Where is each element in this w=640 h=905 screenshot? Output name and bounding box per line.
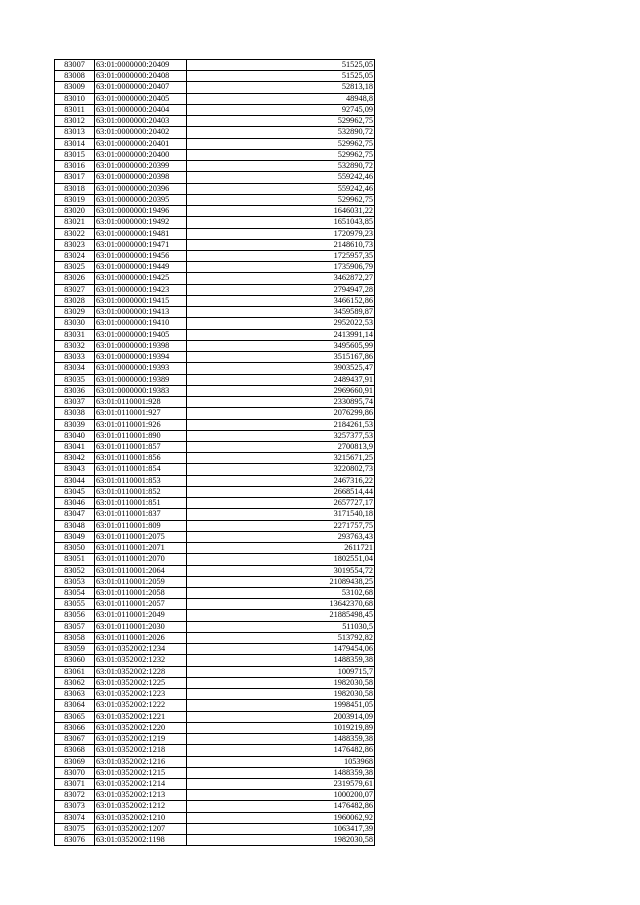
table-row	[55, 138, 375, 149]
table-row	[55, 183, 375, 194]
row-number: 83054	[55, 588, 95, 599]
row-number: 83046	[55, 498, 95, 509]
row-number: 83041	[55, 441, 95, 452]
row-number: 83060	[55, 655, 95, 666]
cadastral-value: 2657727,17	[187, 498, 375, 509]
table-row	[55, 475, 375, 486]
cadastral-value: 529962,75	[187, 194, 375, 205]
row-number: 83040	[55, 430, 95, 441]
cadastral-number: 63:01:0352002:1225	[95, 677, 187, 688]
cadastral-value: 3495605,99	[187, 340, 375, 351]
table-row	[55, 273, 375, 284]
cadastral-number: 63:01:0000000:19471	[95, 239, 187, 250]
cadastral-value: 1019219,89	[187, 722, 375, 733]
table-row	[55, 689, 375, 700]
row-number: 83070	[55, 767, 95, 778]
table-row	[55, 486, 375, 497]
row-number: 83024	[55, 250, 95, 261]
cadastral-number: 63:01:0110001:890	[95, 430, 187, 441]
row-number: 83017	[55, 172, 95, 183]
cadastral-value: 1960062,92	[187, 812, 375, 823]
row-number: 83071	[55, 779, 95, 790]
cadastral-value: 2076299,86	[187, 408, 375, 419]
cadastral-value: 511030,5	[187, 621, 375, 632]
cadastral-value: 3215671,25	[187, 453, 375, 464]
table-row	[55, 666, 375, 677]
table-row	[55, 767, 375, 778]
cadastral-number: 63:01:0000000:20408	[95, 71, 187, 82]
table-row	[55, 194, 375, 205]
cadastral-number: 63:01:0110001:857	[95, 441, 187, 452]
table-row	[55, 655, 375, 666]
cadastral-value: 1982030,58	[187, 677, 375, 688]
row-number: 83018	[55, 183, 95, 194]
cadastral-value: 2794947,28	[187, 284, 375, 295]
row-number: 83022	[55, 228, 95, 239]
cadastral-number: 63:01:0000000:19456	[95, 250, 187, 261]
cadastral-number: 63:01:0000000:19410	[95, 318, 187, 329]
cadastral-value: 2319579,61	[187, 779, 375, 790]
table-row	[55, 329, 375, 340]
table-row	[55, 250, 375, 261]
row-number: 83059	[55, 644, 95, 655]
table-row	[55, 430, 375, 441]
cadastral-value: 1651043,85	[187, 217, 375, 228]
table-row	[55, 509, 375, 520]
cadastral-number: 63:01:0352002:1234	[95, 644, 187, 655]
table-row	[55, 700, 375, 711]
table-row	[55, 149, 375, 160]
table-row	[55, 453, 375, 464]
table-row	[55, 801, 375, 812]
row-number: 83069	[55, 756, 95, 767]
row-number: 83009	[55, 82, 95, 93]
cadastral-value-table	[54, 59, 375, 846]
cadastral-number: 63:01:0000000:20395	[95, 194, 187, 205]
cadastral-value: 92745,09	[187, 104, 375, 115]
cadastral-number: 63:01:0000000:20407	[95, 82, 187, 93]
cadastral-value: 51525,05	[187, 71, 375, 82]
table-row	[55, 677, 375, 688]
row-number: 83056	[55, 610, 95, 621]
cadastral-value: 13642370,68	[187, 599, 375, 610]
row-number: 83042	[55, 453, 95, 464]
row-number: 83025	[55, 262, 95, 273]
table-row	[55, 385, 375, 396]
cadastral-number: 63:01:0000000:20403	[95, 116, 187, 127]
row-number: 83014	[55, 138, 95, 149]
cadastral-value: 48948,8	[187, 93, 375, 104]
table-row	[55, 60, 375, 71]
table-row	[55, 531, 375, 542]
cadastral-number: 63:01:0110001:926	[95, 419, 187, 430]
cadastral-value: 559242,46	[187, 172, 375, 183]
cadastral-value: 1488359,38	[187, 655, 375, 666]
cadastral-value: 3171540,18	[187, 509, 375, 520]
row-number: 83051	[55, 554, 95, 565]
cadastral-number: 63:01:0000000:19423	[95, 284, 187, 295]
cadastral-number: 63:01:0110001:854	[95, 464, 187, 475]
table-row	[55, 363, 375, 374]
cadastral-value: 21885498,45	[187, 610, 375, 621]
table-row	[55, 340, 375, 351]
row-number: 83015	[55, 149, 95, 160]
row-number: 83026	[55, 273, 95, 284]
cadastral-number: 63:01:0352002:1222	[95, 700, 187, 711]
row-number: 83021	[55, 217, 95, 228]
table-row	[55, 104, 375, 115]
cadastral-number: 63:01:0352002:1213	[95, 790, 187, 801]
row-number: 83019	[55, 194, 95, 205]
table-row	[55, 71, 375, 82]
cadastral-number: 63:01:0352002:1228	[95, 666, 187, 677]
table-row	[55, 498, 375, 509]
row-number: 83061	[55, 666, 95, 677]
cadastral-value: 1982030,58	[187, 689, 375, 700]
row-number: 83058	[55, 632, 95, 643]
cadastral-number: 63:01:0000000:20396	[95, 183, 187, 194]
cadastral-value: 1479454,06	[187, 644, 375, 655]
cadastral-number: 63:01:0352002:1215	[95, 767, 187, 778]
table-row	[55, 599, 375, 610]
table-row	[55, 441, 375, 452]
row-number: 83066	[55, 722, 95, 733]
cadastral-number: 63:01:0000000:20402	[95, 127, 187, 138]
cadastral-value: 2271757,75	[187, 520, 375, 531]
row-number: 83064	[55, 700, 95, 711]
cadastral-number: 63:01:0352002:1221	[95, 711, 187, 722]
table-row	[55, 161, 375, 172]
row-number: 83062	[55, 677, 95, 688]
cadastral-number: 63:01:0000000:19496	[95, 206, 187, 217]
table-row	[55, 284, 375, 295]
cadastral-number: 63:01:0110001:2070	[95, 554, 187, 565]
cadastral-number: 63:01:0000000:19393	[95, 363, 187, 374]
cadastral-number: 63:01:0352002:1219	[95, 734, 187, 745]
cadastral-number: 63:01:0000000:20399	[95, 161, 187, 172]
cadastral-number: 63:01:0000000:19413	[95, 307, 187, 318]
cadastral-value: 2611721	[187, 543, 375, 554]
table-row	[55, 239, 375, 250]
cadastral-number: 63:01:0110001:2030	[95, 621, 187, 632]
table-row	[55, 711, 375, 722]
table-row	[55, 374, 375, 385]
cadastral-number: 63:01:0000000:19425	[95, 273, 187, 284]
cadastral-value: 2668514,44	[187, 486, 375, 497]
cadastral-value: 529962,75	[187, 149, 375, 160]
table-row	[55, 632, 375, 643]
table-row	[55, 307, 375, 318]
cadastral-value: 1063417,39	[187, 823, 375, 834]
cadastral-value: 293763,43	[187, 531, 375, 542]
table-row	[55, 464, 375, 475]
cadastral-value: 1009715,7	[187, 666, 375, 677]
cadastral-number: 63:01:0000000:19383	[95, 385, 187, 396]
cadastral-number: 63:01:0000000:19449	[95, 262, 187, 273]
cadastral-number: 63:01:0000000:19389	[95, 374, 187, 385]
table-row	[55, 543, 375, 554]
cadastral-number: 63:01:0110001:2075	[95, 531, 187, 542]
table-row	[55, 408, 375, 419]
cadastral-value: 532890,72	[187, 127, 375, 138]
cadastral-number: 63:01:0110001:2026	[95, 632, 187, 643]
row-number: 83043	[55, 464, 95, 475]
row-number: 83076	[55, 835, 95, 846]
row-number: 83012	[55, 116, 95, 127]
table-row	[55, 790, 375, 801]
table-row	[55, 318, 375, 329]
cadastral-number: 63:01:0000000:19492	[95, 217, 187, 228]
row-number: 83023	[55, 239, 95, 250]
row-number: 83074	[55, 812, 95, 823]
table-row	[55, 116, 375, 127]
cadastral-value: 51525,05	[187, 60, 375, 71]
cadastral-value: 1476482,86	[187, 745, 375, 756]
cadastral-value: 559242,46	[187, 183, 375, 194]
cadastral-value: 3515167,86	[187, 352, 375, 363]
row-number: 83057	[55, 621, 95, 632]
cadastral-number: 63:01:0110001:809	[95, 520, 187, 531]
table-row	[55, 722, 375, 733]
table-row	[55, 217, 375, 228]
row-number: 83020	[55, 206, 95, 217]
table-row	[55, 127, 375, 138]
row-number: 83055	[55, 599, 95, 610]
table-row	[55, 397, 375, 408]
table-row	[55, 520, 375, 531]
table-row	[55, 734, 375, 745]
cadastral-value: 3459589,87	[187, 307, 375, 318]
cadastral-value: 1998451,05	[187, 700, 375, 711]
cadastral-value: 2700813,9	[187, 441, 375, 452]
cadastral-value: 2413991,14	[187, 329, 375, 340]
row-number: 83052	[55, 565, 95, 576]
row-number: 83050	[55, 543, 95, 554]
table-row	[55, 262, 375, 273]
cadastral-value: 1488359,38	[187, 734, 375, 745]
cadastral-value: 2969660,91	[187, 385, 375, 396]
cadastral-number: 63:01:0352002:1212	[95, 801, 187, 812]
cadastral-number: 63:01:0000000:19405	[95, 329, 187, 340]
cadastral-value: 3257377,53	[187, 430, 375, 441]
cadastral-value: 3466152,86	[187, 295, 375, 306]
table-row	[55, 295, 375, 306]
cadastral-number: 63:01:0000000:20404	[95, 104, 187, 115]
row-number: 83034	[55, 363, 95, 374]
cadastral-number: 63:01:0110001:2059	[95, 576, 187, 587]
cadastral-value: 3019554,72	[187, 565, 375, 576]
cadastral-number: 63:01:0110001:2058	[95, 588, 187, 599]
row-number: 83037	[55, 397, 95, 408]
row-number: 83072	[55, 790, 95, 801]
row-number: 83049	[55, 531, 95, 542]
cadastral-value: 1646031,22	[187, 206, 375, 217]
table-row	[55, 644, 375, 655]
cadastral-value: 1488359,38	[187, 767, 375, 778]
cadastral-value: 2489437,91	[187, 374, 375, 385]
cadastral-number: 63:01:0000000:19415	[95, 295, 187, 306]
cadastral-number: 63:01:0352002:1207	[95, 823, 187, 834]
table-row	[55, 228, 375, 239]
cadastral-number: 63:01:0000000:19398	[95, 340, 187, 351]
cadastral-value: 529962,75	[187, 116, 375, 127]
cadastral-value: 1802551,04	[187, 554, 375, 565]
row-number: 83011	[55, 104, 95, 115]
row-number: 83032	[55, 340, 95, 351]
row-number: 83008	[55, 71, 95, 82]
table-row	[55, 554, 375, 565]
row-number: 83053	[55, 576, 95, 587]
cadastral-number: 63:01:0110001:2057	[95, 599, 187, 610]
row-number: 83065	[55, 711, 95, 722]
row-number: 83073	[55, 801, 95, 812]
cadastral-number: 63:01:0352002:1220	[95, 722, 187, 733]
cadastral-value: 52813,18	[187, 82, 375, 93]
table-row	[55, 745, 375, 756]
row-number: 83044	[55, 475, 95, 486]
cadastral-number: 63:01:0352002:1216	[95, 756, 187, 767]
row-number: 83047	[55, 509, 95, 520]
row-number: 83007	[55, 60, 95, 71]
row-number: 83016	[55, 161, 95, 172]
table-row	[55, 172, 375, 183]
cadastral-value: 3462872,27	[187, 273, 375, 284]
row-number: 83010	[55, 93, 95, 104]
row-number: 83035	[55, 374, 95, 385]
cadastral-value: 532890,72	[187, 161, 375, 172]
table-body	[55, 60, 375, 846]
cadastral-number: 63:01:0000000:20409	[95, 60, 187, 71]
table-row	[55, 779, 375, 790]
table-row	[55, 419, 375, 430]
row-number: 83063	[55, 689, 95, 700]
cadastral-value: 53102,68	[187, 588, 375, 599]
row-number: 83048	[55, 520, 95, 531]
cadastral-number: 63:01:0110001:2049	[95, 610, 187, 621]
cadastral-value: 3903525,47	[187, 363, 375, 374]
cadastral-number: 63:01:0352002:1210	[95, 812, 187, 823]
row-number: 83068	[55, 745, 95, 756]
cadastral-value: 2148610,73	[187, 239, 375, 250]
cadastral-number: 63:01:0110001:2064	[95, 565, 187, 576]
table-row	[55, 588, 375, 599]
cadastral-value: 513792,82	[187, 632, 375, 643]
row-number: 83039	[55, 419, 95, 430]
cadastral-value: 2952022,53	[187, 318, 375, 329]
table-row	[55, 565, 375, 576]
cadastral-value: 1982030,58	[187, 835, 375, 846]
cadastral-value: 3220802,73	[187, 464, 375, 475]
cadastral-number: 63:01:0110001:837	[95, 509, 187, 520]
cadastral-value: 21089438,25	[187, 576, 375, 587]
table-row	[55, 610, 375, 621]
cadastral-number: 63:01:0352002:1198	[95, 835, 187, 846]
row-number: 83045	[55, 486, 95, 497]
row-number: 83030	[55, 318, 95, 329]
cadastral-value: 1476482,86	[187, 801, 375, 812]
cadastral-number: 63:01:0352002:1223	[95, 689, 187, 700]
row-number: 83038	[55, 408, 95, 419]
cadastral-value: 1053968	[187, 756, 375, 767]
table-row	[55, 756, 375, 767]
table-row	[55, 823, 375, 834]
table-row	[55, 93, 375, 104]
cadastral-value: 2003914,09	[187, 711, 375, 722]
cadastral-number: 63:01:0110001:856	[95, 453, 187, 464]
cadastral-number: 63:01:0110001:927	[95, 408, 187, 419]
row-number: 83036	[55, 385, 95, 396]
row-number: 83031	[55, 329, 95, 340]
row-number: 83028	[55, 295, 95, 306]
cadastral-number: 63:01:0000000:19394	[95, 352, 187, 363]
cadastral-value: 529962,75	[187, 138, 375, 149]
cadastral-number: 63:01:0110001:2071	[95, 543, 187, 554]
row-number: 83075	[55, 823, 95, 834]
cadastral-value: 1725957,35	[187, 250, 375, 261]
cadastral-number: 63:01:0352002:1218	[95, 745, 187, 756]
table-row	[55, 621, 375, 632]
table-row	[55, 206, 375, 217]
cadastral-number: 63:01:0000000:20400	[95, 149, 187, 160]
row-number: 83027	[55, 284, 95, 295]
row-number: 83013	[55, 127, 95, 138]
cadastral-value: 2330895,74	[187, 397, 375, 408]
table-row	[55, 576, 375, 587]
cadastral-number: 63:01:0000000:20401	[95, 138, 187, 149]
table-row	[55, 82, 375, 93]
cadastral-value: 1735906,79	[187, 262, 375, 273]
cadastral-number: 63:01:0110001:928	[95, 397, 187, 408]
cadastral-number: 63:01:0000000:19481	[95, 228, 187, 239]
table-row	[55, 835, 375, 846]
cadastral-number: 63:01:0000000:20405	[95, 93, 187, 104]
row-number: 83067	[55, 734, 95, 745]
cadastral-number: 63:01:0110001:852	[95, 486, 187, 497]
table-row	[55, 812, 375, 823]
cadastral-value: 2467316,22	[187, 475, 375, 486]
row-number: 83033	[55, 352, 95, 363]
cadastral-number: 63:01:0110001:851	[95, 498, 187, 509]
cadastral-number: 63:01:0000000:20398	[95, 172, 187, 183]
cadastral-value: 1000200,07	[187, 790, 375, 801]
cadastral-number: 63:01:0352002:1232	[95, 655, 187, 666]
cadastral-value: 1720979,23	[187, 228, 375, 239]
cadastral-number: 63:01:0352002:1214	[95, 779, 187, 790]
cadastral-value: 2184261,53	[187, 419, 375, 430]
table-row	[55, 352, 375, 363]
row-number: 83029	[55, 307, 95, 318]
cadastral-number: 63:01:0110001:853	[95, 475, 187, 486]
